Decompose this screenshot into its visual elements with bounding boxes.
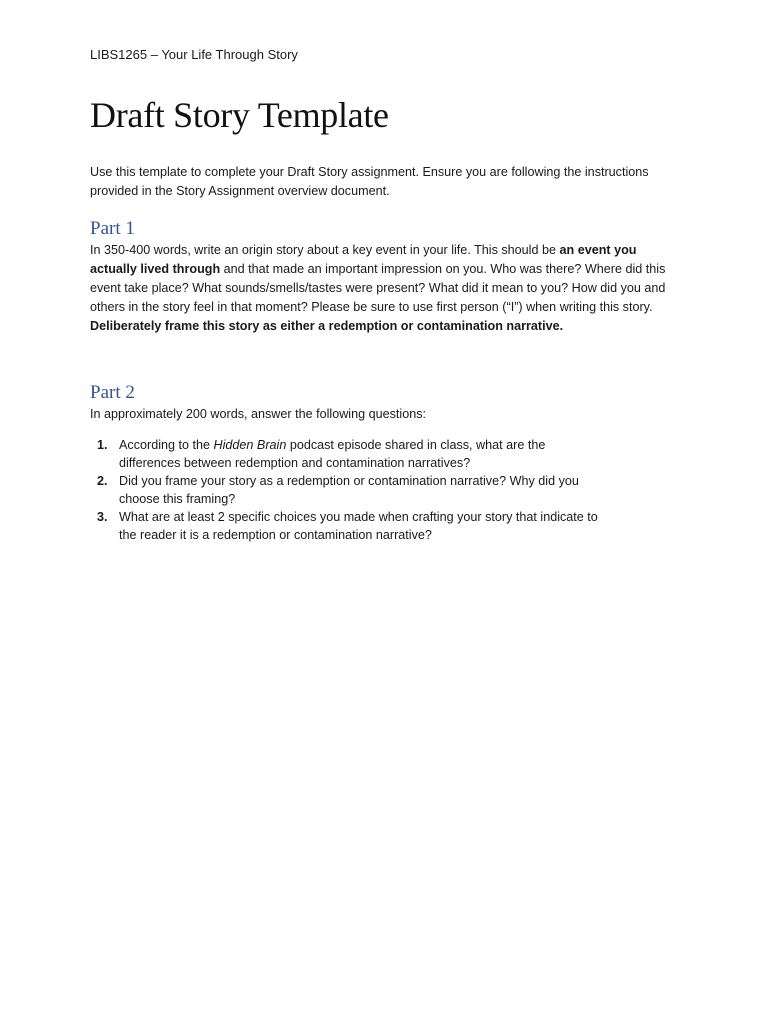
page-header: LIBS1265 – Your Life Through Story <box>90 47 298 62</box>
question-number: 2. <box>97 474 108 488</box>
question-text: Did you frame your story as a redemption or contamination narrative? Why did you choose this framing? <box>119 474 579 506</box>
part2-heading: Part 2 <box>90 382 135 403</box>
part2-intro: In approximately 200 words, answer the following questions: <box>90 407 427 421</box>
part1-text-b: and that made an important impression on you. Who was there? Where did this event take place? What sounds/smells/tastes were present? What did it mean to you? How did you and others in the story feel in that moment? Please be sure to use first person (“I”) when writing this story. <box>90 262 666 314</box>
question-text: What are at least 2 specific choices you made when crafting your story that indicate to the reader it is a redemption or contamination narrative? <box>119 510 598 542</box>
question-item <box>90 508 610 544</box>
question-item <box>90 436 610 472</box>
podcast-name: Hidden Brain <box>213 438 287 452</box>
part1-paragraph <box>90 241 680 336</box>
question-item <box>90 472 610 508</box>
question-number: 3. <box>97 510 108 524</box>
page-title: Draft Story Template <box>90 95 389 135</box>
part1-bold-b: Deliberately frame this story as either a redemption or contamination narrative. <box>90 319 564 333</box>
question-text-before: According to the <box>119 438 214 452</box>
question-text-after: podcast episode shared in class, what are the differences between redemption and contamination narratives? <box>119 438 546 470</box>
question-number: 1. <box>97 438 108 452</box>
part1-heading: Part 1 <box>90 218 135 239</box>
part1-text-a: In 350-400 words, write an origin story about a key event in your life. This should be <box>90 243 560 257</box>
intro-paragraph: Use this template to complete your Draft Story assignment. Ensure you are following the instructions provided in the Story Assignment overview document. <box>90 165 649 198</box>
part1-bold-a: an event you actually lived through <box>90 243 637 276</box>
questions-list <box>90 436 610 544</box>
